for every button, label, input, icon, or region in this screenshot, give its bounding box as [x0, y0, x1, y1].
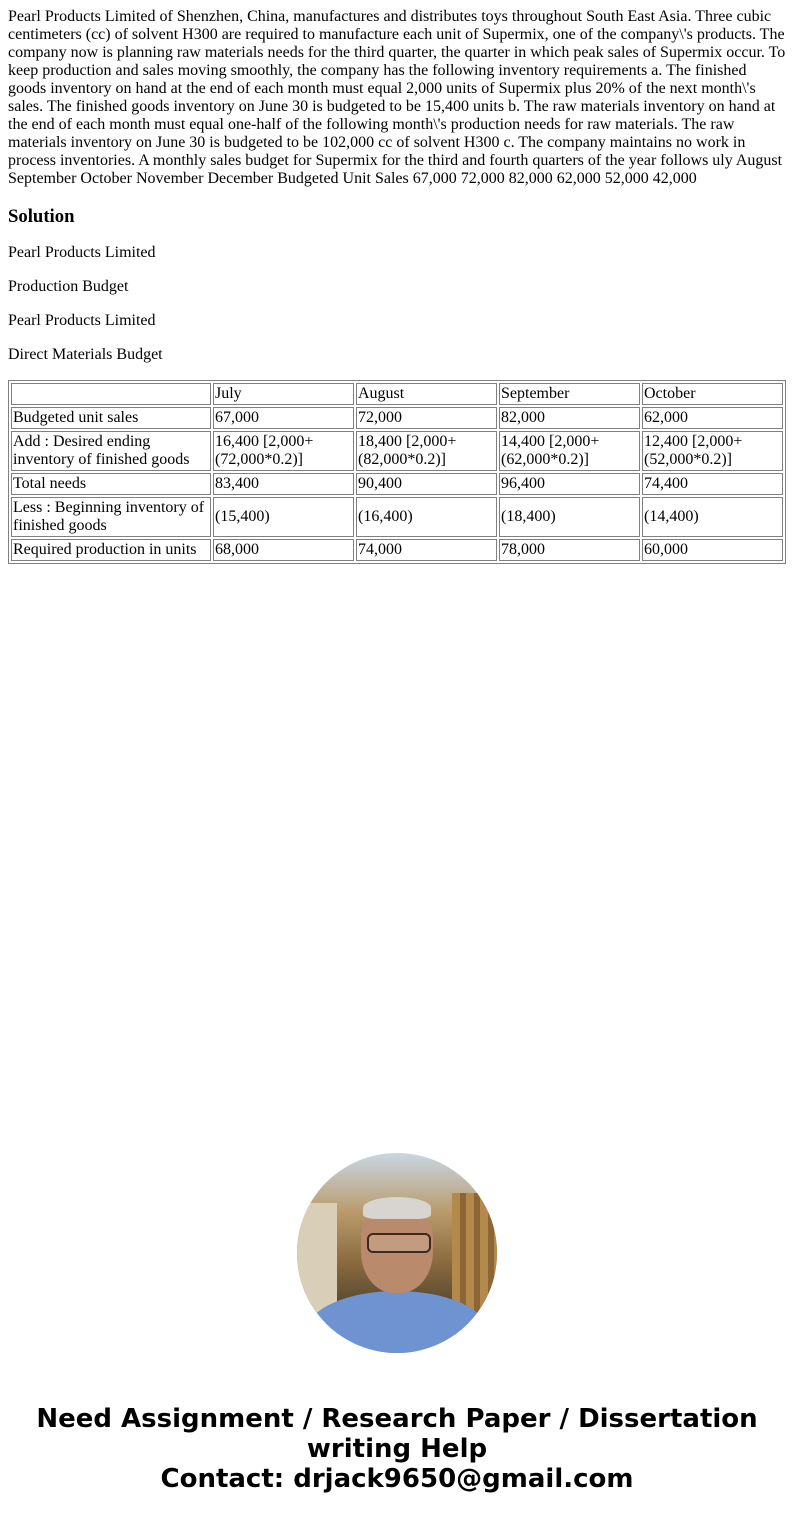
promo-line-help: Need Assignment / Research Paper / Dissertation writing Help [36, 1404, 758, 1464]
table-cell: 12,400 [2,000+(52,000*0.2)] [642, 431, 783, 471]
table-cell: 14,400 [2,000+(62,000*0.2)] [499, 431, 640, 471]
table-cell: 74,000 [356, 539, 497, 561]
author-photo [297, 1153, 497, 1353]
table-cell: (15,400) [213, 497, 354, 537]
company-name: Pearl Products Limited [8, 312, 156, 329]
row-label: Less : Beginning inventory of finished goods [11, 497, 211, 537]
row-label: Total needs [11, 473, 211, 495]
table-header-cell: September [499, 383, 640, 405]
table-row [11, 473, 783, 495]
table-header-cell [11, 383, 211, 405]
promo-text [0, 1404, 794, 1494]
table-cell: (18,400) [499, 497, 640, 537]
table-cell: 83,400 [213, 473, 354, 495]
table-header-row [11, 383, 783, 405]
direct-materials-budget-title: Direct Materials Budget [8, 346, 163, 363]
table-cell: 72,000 [356, 407, 497, 429]
table-header-cell: August [356, 383, 497, 405]
table-cell: 60,000 [642, 539, 783, 561]
table-cell: (16,400) [356, 497, 497, 537]
table-row [11, 497, 783, 537]
table-cell: 62,000 [642, 407, 783, 429]
table-cell: (14,400) [642, 497, 783, 537]
table-cell: 68,000 [213, 539, 354, 561]
solution-heading: Solution [8, 206, 75, 227]
table-cell: 67,000 [213, 407, 354, 429]
table-header-cell: October [642, 383, 783, 405]
table-cell: 82,000 [499, 407, 640, 429]
row-label: Add : Desired ending inventory of finished goods [11, 431, 211, 471]
table-header-cell: July [213, 383, 354, 405]
production-budget-title: Production Budget [8, 278, 129, 295]
table-cell: 16,400 [2,000+(72,000*0.2)] [213, 431, 354, 471]
table-row [11, 407, 783, 429]
promo-footer [0, 1153, 794, 1494]
document-body [8, 8, 786, 564]
table-cell: 78,000 [499, 539, 640, 561]
row-label: Required production in units [11, 539, 211, 561]
company-name: Pearl Products Limited [8, 244, 156, 261]
table-cell: 90,400 [356, 473, 497, 495]
table-row [11, 539, 783, 561]
question-text: Pearl Products Limited of Shenzhen, China, manufactures and distributes toys throughout South East Asia. Three cubic centimeters (cc) of solvent H300 are required to manufacture each unit of Supermix, one of the company\'s products. The company now is planning raw materials needs for the third quarter, the quarter in which peak sales of Supermix occur. To keep production and sales moving smoothly, the company has the following inventory requirements a. The finished goods inventory on hand at the end of each month must equal 2,000 units of Supermix plus 20% of the next month\'s sales. The finished goods inventory on June 30 is budgeted to be 15,400 units b. The raw materials inventory on hand at the end of each month must equal one-half of the following month\'s production needs for raw materials. The raw materials inventory on June 30 is budgeted to be 102,000 cc of solvent H300 c. The company maintains no work in process inventories. A monthly sales budget for Supermix for the third and fourth quarters of the year follows uly August September October November December Budgeted Unit Sales 67,000 72,000 82,000 62,000 52,000 42,000 [8, 8, 786, 187]
table-cell: 18,400 [2,000+(82,000*0.2)] [356, 431, 497, 471]
promo-line-contact: Contact: drjack9650@gmail.com [160, 1464, 634, 1494]
row-label: Budgeted unit sales [11, 407, 211, 429]
table-cell: 96,400 [499, 473, 640, 495]
table-cell: 74,400 [642, 473, 783, 495]
production-budget-table [8, 380, 786, 564]
table-row [11, 431, 783, 471]
